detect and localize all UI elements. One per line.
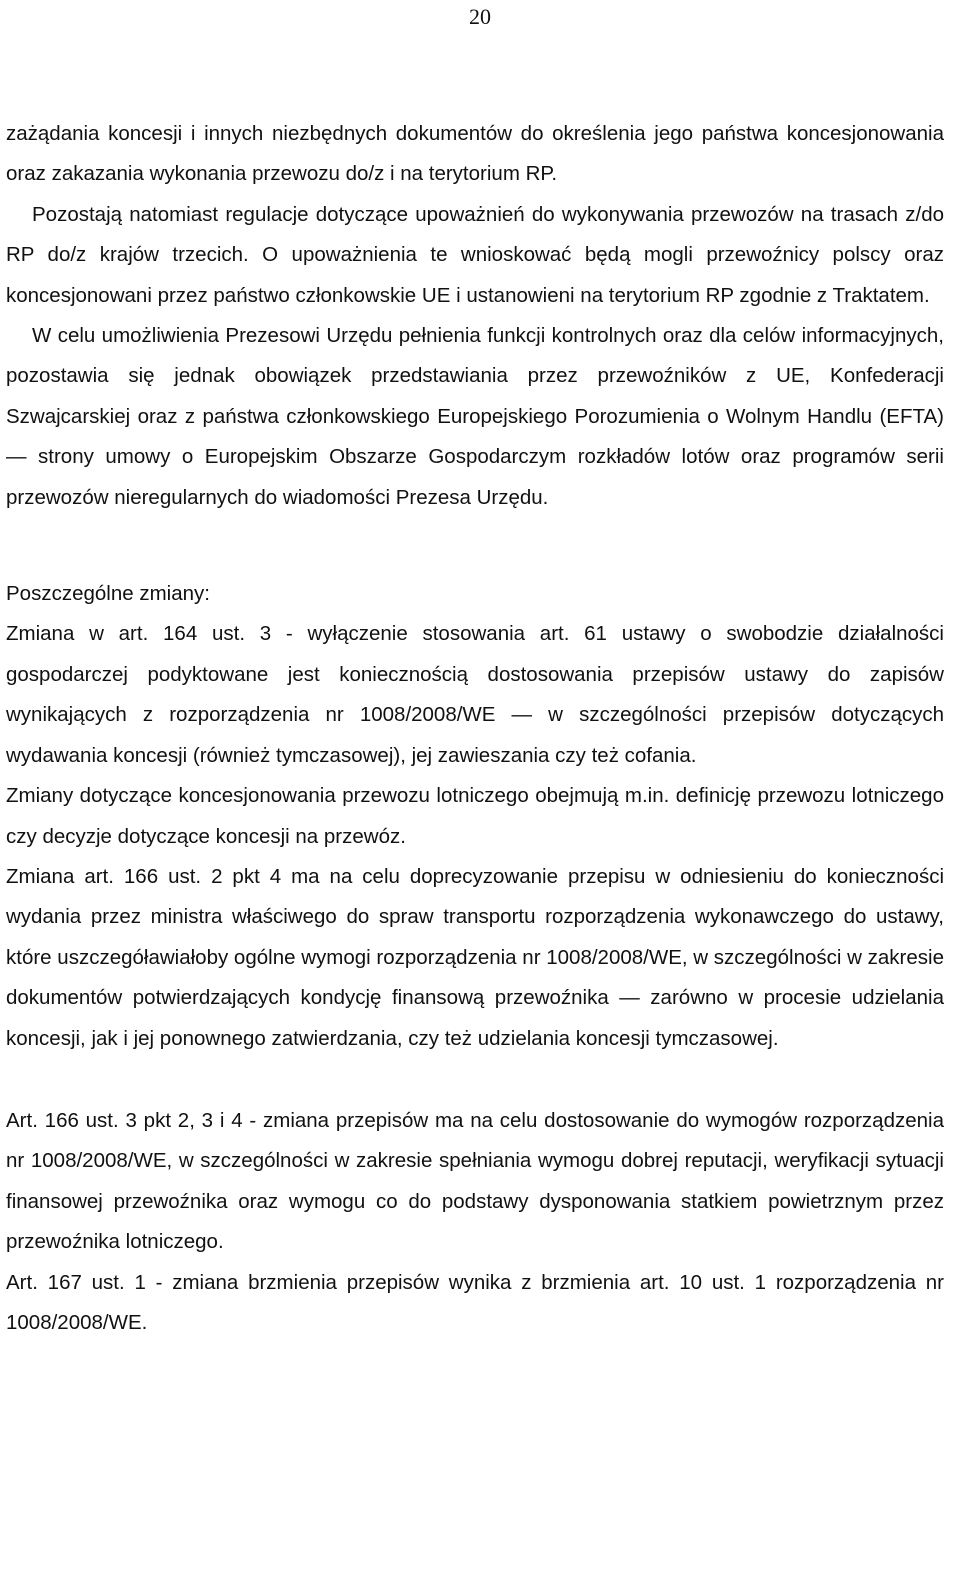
paragraph-control-functions: W celu umożliwienia Prezesowi Urzędu pełnienia funkcji kontrolnych oraz dla celów informacyjnych, pozostawia się jednak obowiązek przedstawiania przez przewoźników z UE, Konfederacji Szwajcarskiej oraz z państwa członkowskiego Europejskiego Porozumienia o Wolnym Handlu (EFTA) — strony umowy o Europejskim Obszarze Gospodarczym rozkładów lotów oraz programów serii przewozów nieregularnych do wiadomości Prezesa Urzędu. <box>6 324 944 509</box>
paragraph-art-167: Art. 167 ust. 1 - zmiana brzmienia przepisów wynika z brzmienia art. 10 ust. 1 rozporządzenia nr 1008/2008/WE. <box>6 1270 944 1334</box>
paragraph-continuation: zażądania koncesji i innych niezbędnych dokumentów do określenia jego państwa koncesjonowania oraz zakazania wykonania przewozu do/z i na terytorium RP. <box>6 122 944 186</box>
section-heading: Poszczególne zmiany: <box>6 582 210 606</box>
paragraph-licensing-changes: Zmiany dotyczące koncesjonowania przewozu lotniczego obejmują m.in. definicję przewozu lotniczego czy decyzje dotyczące koncesji na przewóz. <box>6 784 944 848</box>
paragraph-authorizations: Pozostają natomiast regulacje dotyczące upoważnień do wykonywania przewozów na trasach z/do RP do/z krajów trzecich. O upoważnienia te wnioskować będą mogli przewoźnicy polscy oraz koncesjonowani przez państwo członkowskie UE i ustanowieni na terytorium RP zgodnie z Traktatem. <box>6 202 944 307</box>
paragraph-art-164: Zmiana w art. 164 ust. 3 - wyłączenie stosowania art. 61 ustawy o swobodzie działalności gospodarczej podyktowane jest koniecznością dostosowania przepisów ustawy do zapisów wynikających z rozporządzenia nr 1008/2008/WE — w szczególności przepisów dotyczących wydawania koncesji (również tymczasowej), jej zawieszania czy też cofania. <box>6 622 944 767</box>
paragraph-art-166-ust-3: Art. 166 ust. 3 pkt 2, 3 i 4 - zmiana przepisów ma na celu dostosowanie do wymogów rozporządzenia nr 1008/2008/WE, w szczególności w zakresie spełniania wymogu dobrej reputacji, weryfikacji sytuacji finansowej przewoźnika oraz wymogu co do podstawy dysponowania statkiem powietrznym przez przewoźnika lotniczego. <box>6 1108 944 1254</box>
document-body <box>6 114 944 1343</box>
page-number: 20 <box>469 4 491 29</box>
paragraph-art-166-ust-2: Zmiana art. 166 ust. 2 pkt 4 ma na celu doprecyzowanie przepisu w odniesieniu do konieczności wydania przez ministra właściwego do spraw transportu rozporządzenia wykonawczego do ustawy, które uszczegóławiałoby ogólne wymogi rozporządzenia nr 1008/2008/WE, w szczególności w zakresie dokumentów potwierdzających kondycję finansową przewoźnika — zarówno w procesie udzielania koncesji, jak i jej ponownego zatwierdzania, czy też udzielania koncesji tymczasowej. <box>6 864 944 1050</box>
